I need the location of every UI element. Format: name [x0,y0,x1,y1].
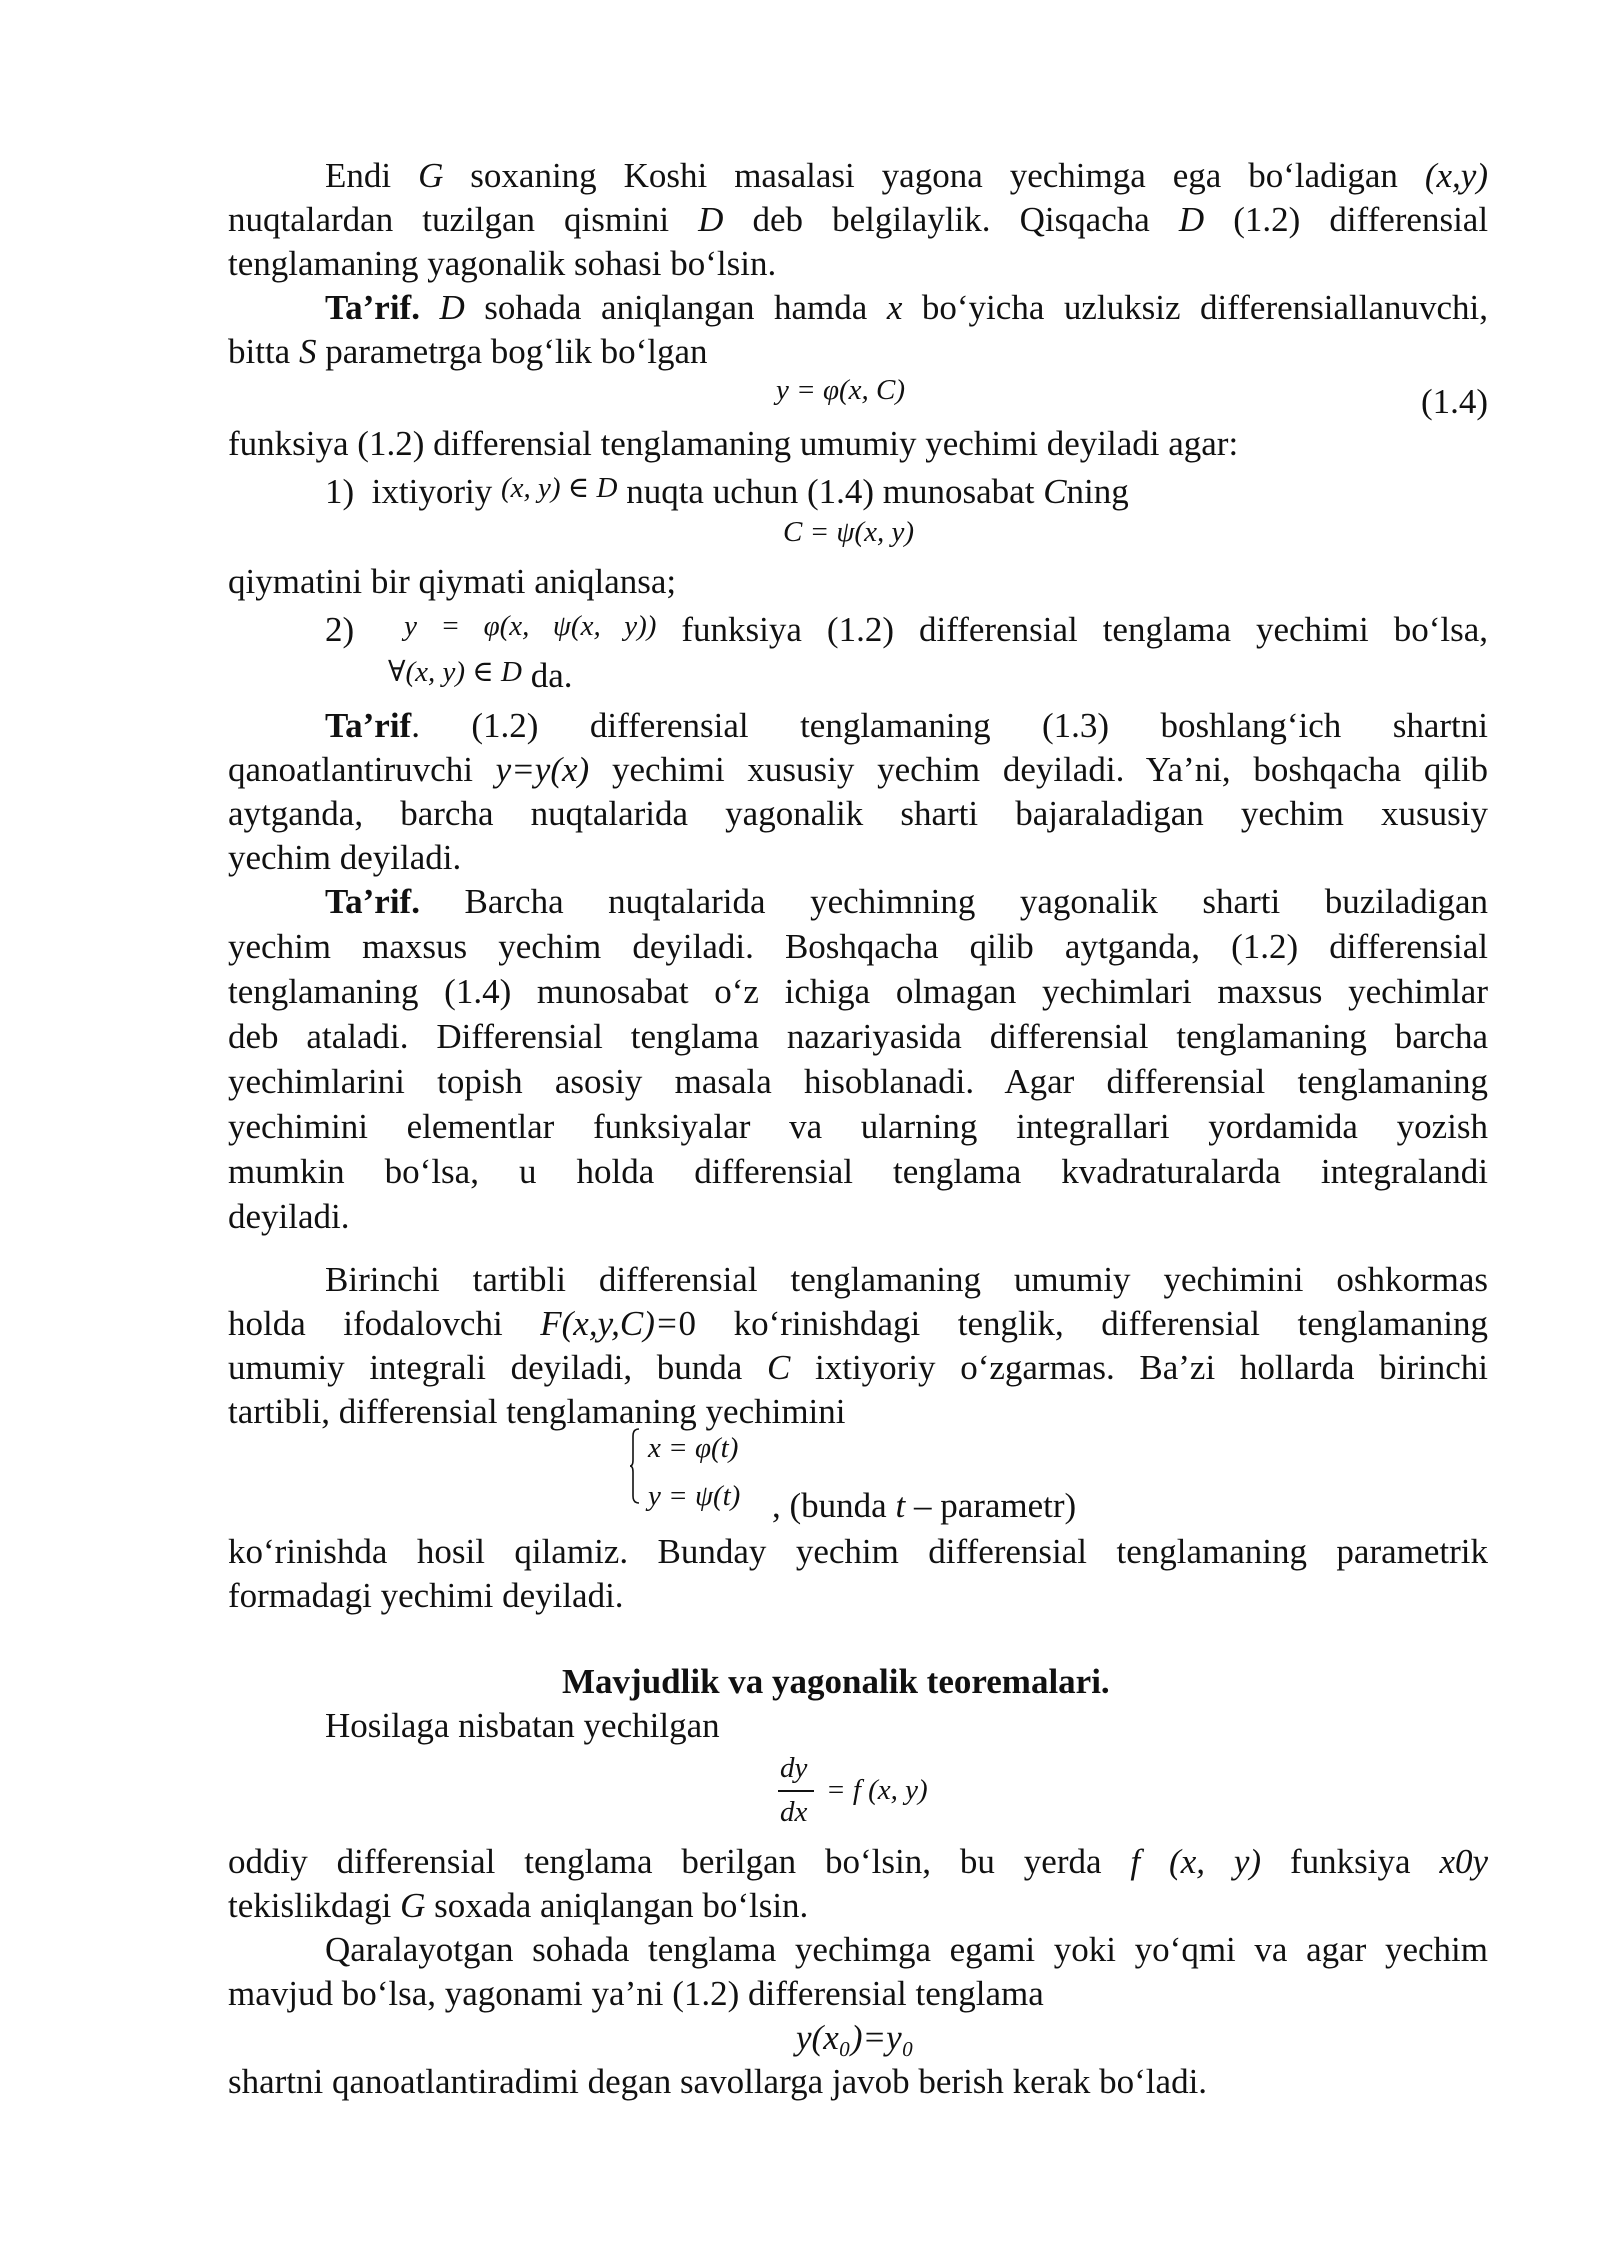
text: holda ifodalovchi [228,1304,503,1343]
math-symbol: C [766,1348,791,1387]
math-symbol: C [1043,472,1067,511]
definition-title: Ta’rif. [325,882,420,921]
text: – parametr) [913,1486,1077,1525]
inline-formula: ∀(x, y) ∈ D [388,656,522,688]
math-symbol: x [886,288,903,327]
paragraph-line [228,1302,1488,1346]
text: , (bunda [772,1486,887,1525]
list-item [325,470,1488,516]
definition-line [325,704,1488,748]
definition-line: deb ataladi. Differensial tenglama nazariyasida differensial tenglamaning barcha [228,1017,1488,1056]
system-note [772,1484,1172,1528]
fraction-bar [778,1790,814,1792]
text: ning [1066,472,1129,511]
text: da. [530,656,573,695]
inline-formula-group [540,1304,1488,1343]
math-symbol: D [439,288,465,327]
definition-title: Ta’rif. [325,288,420,327]
definition-line: yechim deyiladi. [228,838,462,877]
paragraph-line [228,1884,1488,1928]
math-symbol: G [400,1886,426,1925]
paragraph-line: tenglamaning yagonalik sohasi bo‘lsin. [228,244,777,283]
text: ixtiyoriy [371,472,493,511]
text: qanoatlantiruvchi [228,750,473,789]
text: funksiya (1.2) differensial tenglama yechimi bo‘lsa, [681,610,1488,649]
paragraph-line: mavjud bo‘lsa, yagonami ya’ni (1.2) differensial tenglama [228,1974,1044,2013]
math-symbol: f (x, y) [1130,1842,1262,1881]
list-item-continuation [388,654,1088,700]
text: yechimi xususiy yechim deyiladi. Ya’ni, boshqacha qilib [611,750,1489,789]
math-symbol: x0y [1439,1842,1489,1881]
formula-rhs: = f (x, y) [826,1774,928,1806]
definition-line: yechimini elementlar funksiyalar va ularning integrallari yordamida yozish [228,1107,1488,1146]
fraction-denominator: dx [780,1796,808,1828]
text: ixtiyoriy o‘zgarmas. Ba’zi hollarda birinchi [815,1348,1489,1387]
math-symbol: D [1178,200,1205,239]
math-symbol: D [698,200,724,239]
equation-number: (1.4) [1420,382,1488,421]
paragraph-line: Qaralayotgan sohada tenglama yechimga egami yoki yo‘qmi va agar yechim [325,1930,1488,1969]
text: tekislikdagi [228,1886,392,1925]
system-brace [630,1428,640,1504]
text: nuqta uchun (1.4) munosabat [626,472,1035,511]
text: bitta [228,332,291,371]
math-symbol: F(x,y,C)= [540,1304,679,1343]
definition-lead [325,706,1488,745]
initial-condition: y(x₀)=y₀ [796,2018,914,2057]
section-heading: Mavjudlik va yagonalik teoremalari. [562,1662,1110,1701]
definition-title: Ta’rif [325,706,412,745]
list-number: 2) [325,610,355,649]
inline-formula: y = φ(x, ψ(x, y)) [404,610,657,642]
definition-line: qiymatini bir qiymati aniqlansa; [228,562,677,601]
definition-line [325,880,1488,924]
list-number: 1) [325,472,355,511]
math-symbol: t [895,1486,906,1525]
fraction-numerator: dy [780,1752,808,1784]
text: . (1.2) differensial tenglamaning (1.3) boshlang‘ich shartni [411,706,1488,745]
text: 0 ko‘rinishdagi tenglik, differensial tenglamaning [678,1304,1489,1343]
math-symbol: S [298,332,317,371]
definition-line: aytganda, barcha nuqtalarida yagonalik sharti bajaraladigan yechim xususiy [228,794,1488,833]
paragraph-line [228,1346,1488,1390]
paragraph-line [325,154,1488,198]
formula: y = φ(x, C) [776,374,906,406]
text: umumiy integrali deyiladi, bunda [228,1348,743,1387]
text: Endi [325,156,392,195]
system-equation-1: x = φ(t) [648,1432,739,1464]
math-symbol: (x,y) [1424,156,1488,195]
definition-line: deyiladi. [228,1197,350,1236]
paragraph-line: shartni qanoatlantiradimi degan savollarga javob berish kerak bo‘ladi. [228,2062,1208,2101]
inline-formula: (x, y) ∈ D [500,472,618,504]
text: (1.2) differensial [1233,200,1489,239]
text: soxada aniqlangan bo‘lsin. [434,1886,809,1925]
text: funksiya [1289,1842,1411,1881]
text: deb belgilaylik. Qisqacha [752,200,1150,239]
definition-line: yechim maxsus yechim deyiladi. Boshqacha qilib aytganda, (1.2) differensial [228,927,1488,966]
paragraph-line: tartibli, differensial tenglamaning yechimini [228,1392,846,1431]
math-symbol: G [418,156,444,195]
paragraph-line: formadagi yechimi deyiladi. [228,1576,624,1615]
definition-line: tenglamaning (1.4) munosabat o‘z ichiga olmagan yechimlari maxsus yechimlar [228,972,1488,1011]
paragraph-line: Hosilaga nisbatan yechilgan [325,1706,720,1745]
text: bo‘yicha uzluksiz differensiallanuvchi, [921,288,1489,327]
list-item-lead [325,610,656,649]
text: Barcha nuqtalarida yechimning yagonalik sharti buziladigan [464,882,1488,921]
definition-line: funksiya (1.2) differensial tenglamaning umumiy yechimi deyiladi agar: [228,424,1239,463]
paragraph-line [228,1840,1488,1884]
list-item [325,608,1488,654]
math-symbol: y=y(x) [495,750,590,789]
formula: C = ψ(x, y) [783,516,914,548]
text: soxaning Koshi masalasi yagona yechimga ega bo‘ladigan [470,156,1398,195]
paragraph-line: ko‘rinishda hosil qilamiz. Bunday yechim differensial tenglamaning parametrik [228,1532,1488,1571]
text: nuqtalardan tuzilgan qismini [228,200,670,239]
paragraph-line [228,198,1488,242]
text: oddiy differensial tenglama berilgan bo‘lsin, bu yerda [228,1842,1102,1881]
definition-line [228,330,1488,374]
definition-line [325,286,1488,330]
definition-line: mumkin bo‘lsa, u holda differensial tenglama kvadraturalarda integralandi [228,1152,1488,1191]
definition-line [228,748,1488,792]
text: parametrga bog‘lik bo‘lgan [325,332,708,371]
text: sohada aniqlangan hamda [484,288,868,327]
paragraph-line: Birinchi tartibli differensial tenglamaning umumiy yechimini oshkormas [325,1260,1488,1299]
system-equation-2: y = ψ(t) [648,1480,741,1512]
definition-line: yechimlarini topish asosiy masala hisoblanadi. Agar differensial tenglamaning [228,1062,1488,1101]
